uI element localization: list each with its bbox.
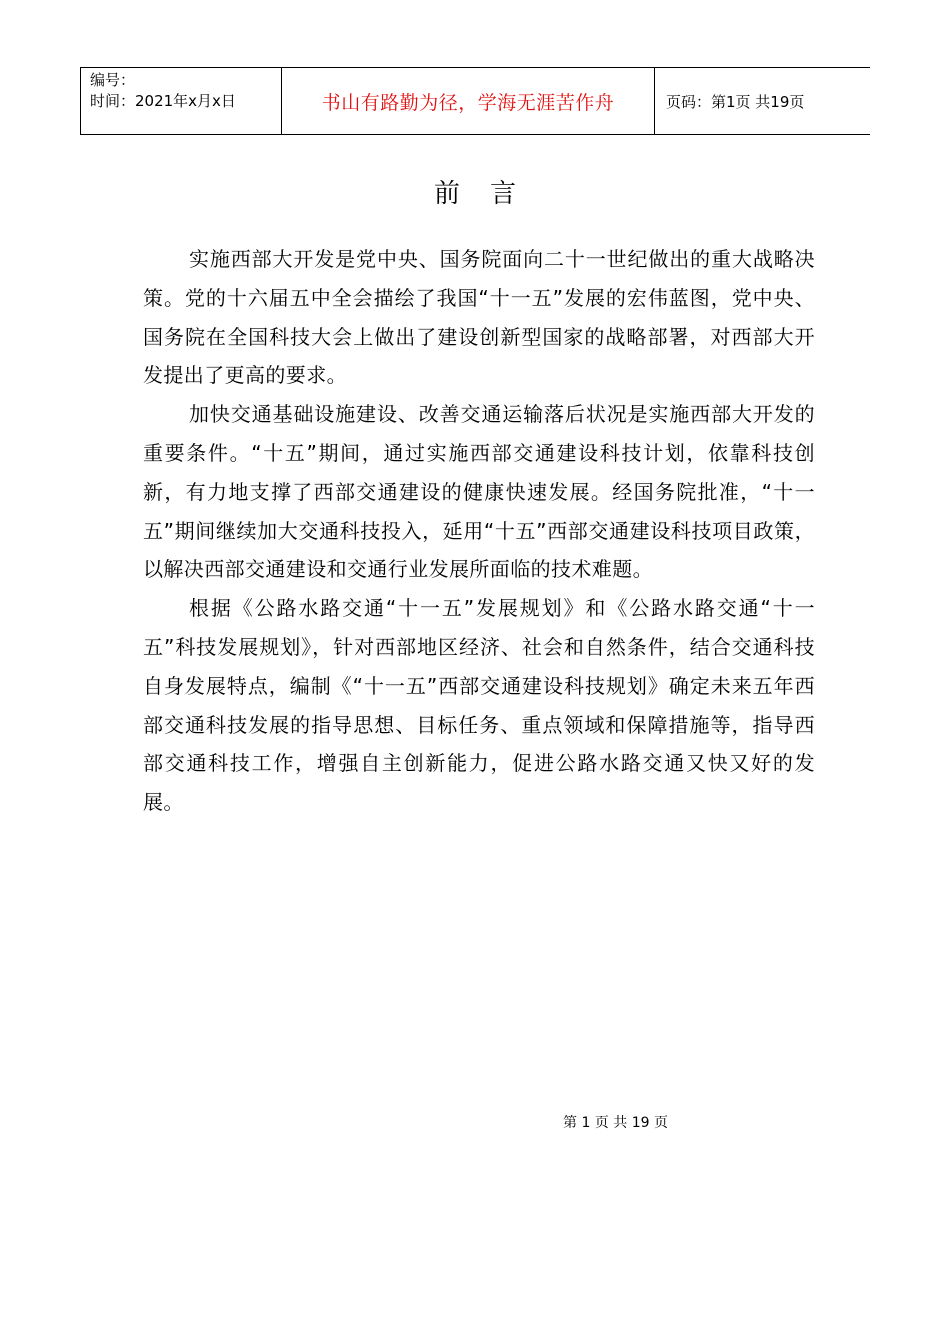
- paragraph-2: 加快交通基础设施建设、改善交通运输落后状况是实施西部大开发的重要条件。“十五”期间，通过实施西部交通建设科技计划，依靠科技创新，有力地支撑了西部交通建设的健康快速发展。经国务院批准，“十一五”期间继续加大交通科技投入，延用“十五”西部交通建设科技项目政策，以解决西部交通建设和交通行业发展所面临的技术难题。: [143, 402, 815, 582]
- document-body: [143, 240, 815, 822]
- document-date-label: 时间：2021年x月x日: [90, 92, 236, 110]
- header-meta-cell: [80, 68, 282, 134]
- header-page-cell: [655, 68, 870, 134]
- header-motto: 书山有路勤为径，学海无涯苦作舟: [321, 91, 615, 114]
- paragraph-1: 实施西部大开发是党中央、国务院面向二十一世纪做出的重大战略决策。党的十六届五中全会描绘了我国“十一五”发展的宏伟蓝图，党中央、国务院在全国科技大会上做出了建设创新型国家的战略部署，对西部大开发提出了更高的要求。: [143, 247, 815, 388]
- page-title: 前言: [433, 179, 546, 209]
- paragraph-3: 根据《公路水路交通“十一五”发展规划》和《公路水路交通“十一五”科技发展规划》，针对西部地区经济、社会和自然条件，结合交通科技自身发展特点，编制《“十一五”西部交通建设科技规划》确定未来五年西部交通科技发展的指导思想、目标任务、重点领域和保障措施等，指导西部交通科技工作，增强自主创新能力，促进公路水路交通又快又好的发展。: [143, 596, 815, 815]
- header-table: [80, 67, 870, 135]
- header-motto-cell: [282, 68, 655, 134]
- document-number-label: 编号：: [90, 71, 136, 89]
- header-page-code: 页码：第1页 共19页: [666, 92, 805, 111]
- footer-page-number: 第 1 页 共 19 页: [563, 1115, 668, 1131]
